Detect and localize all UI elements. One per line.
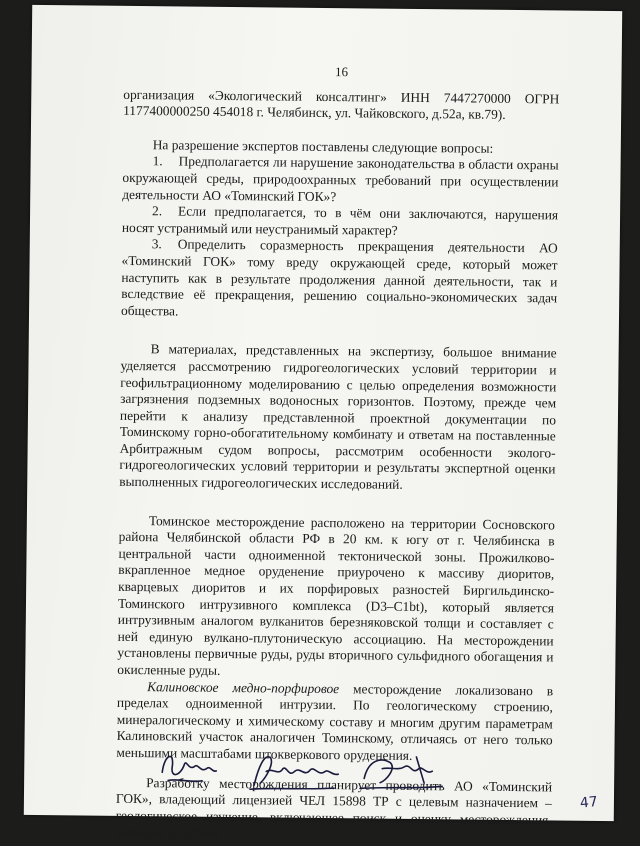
question-text: Предполагается ли нарушение законодательства в области охраны окружающей среды, природоохранных требований при осуществлении деятельности АО «Томинский ГОК»? [122, 153, 559, 204]
paragraph-organization: организация «Экологический консалтинг» ИНН 7447270000 ОГРН 1177400000250 454018 г. Челябинск, ул. Чайковского, д.52а, кв.79). [123, 86, 560, 123]
question-item [121, 236, 558, 324]
question-number: 3. [151, 236, 162, 252]
deposit-name-italic: Калиновское медно-порфировое [147, 678, 340, 696]
question-number: 1. [152, 153, 163, 169]
question-item [122, 153, 558, 207]
document-page [24, 5, 622, 841]
page-text [116, 62, 560, 845]
paragraph-materials: В материалах, представленных на экспертизу, большое внимание уделяется рассмотрению гидрогеологических условий территории и геофильтрационному моделированию с целью определения возможности загрязнения подземных водоносных горизонтов. Поэтому, прежде чем перейти к анализу представленной проектной документации по Томинскому горно-обогатительному комбинату и ответам на поставленные Арбитражным судом вопросы, рассмотрим особенности эколого-гидрогеологических условий территории и результаты экспертной оценки выполненных гидрогеологических исследований. [119, 341, 557, 492]
paragraph-questions-intro: На разрешение экспертов поставлены следующие вопросы: [152, 136, 494, 156]
question-item [122, 203, 558, 241]
sheet-number: 47 [579, 794, 599, 812]
signature-graphic [154, 736, 475, 799]
handwritten-signatures [154, 736, 475, 799]
question-text: Определить соразмерность прекращения деятельности АО «Томинский ГОК» тому вреду окружающей среде, который может наступить как в результате продолжения данной деятельности, так и вследствие её прекращения, решению социально-экономических задач общества. [120, 236, 558, 319]
question-text: Если предполагается, то в чём они заключаются, нарушения носят устранимый или неустранимый характер? [121, 203, 559, 238]
paragraph-deposit: Томинское месторождение расположено на территории Сосновского района Челябинской области РФ в 20 км. к югу от г. Челябинска в центральной части одноименной тектонической зоны. Прожилково-вкрапленное медное оруденение приурочено к массиву диоритов, кварцевых диоритов и их порфировых разностей Биргильдинско-Томинского интрузивного комплекса (D3–C1bt), который является интрузивным аналогом вулканитов березняковской толщи и составляет с ней единую вулкано-плутоническую ассоциацию. На месторождении установлены первичные руды, руды вторичного сульфидного обогащения и окисленные руды. [117, 512, 555, 678]
paragraph-license: Разработку месторождения планирует проводить АО «Томинский ГОК», владеющий лицензией ЧЕЛ 15898 ТР с целевым назначением – геологическое изучение, включающее поиск и оценку месторождения, разведка и добыча [115, 774, 553, 841]
question-number: 2. [152, 203, 163, 219]
page-number: 16 [334, 64, 349, 80]
paragraph-kalinovskoe-text: месторождение локализовано в пределах одноименной интрузии. По геологическому строению, минералогическому и химическому составу и многим другим параметрам Калиновский участок аналогичен Томинскому, отличаясь от него только меньшими масштабами штокверкового оруденения. [116, 680, 554, 763]
